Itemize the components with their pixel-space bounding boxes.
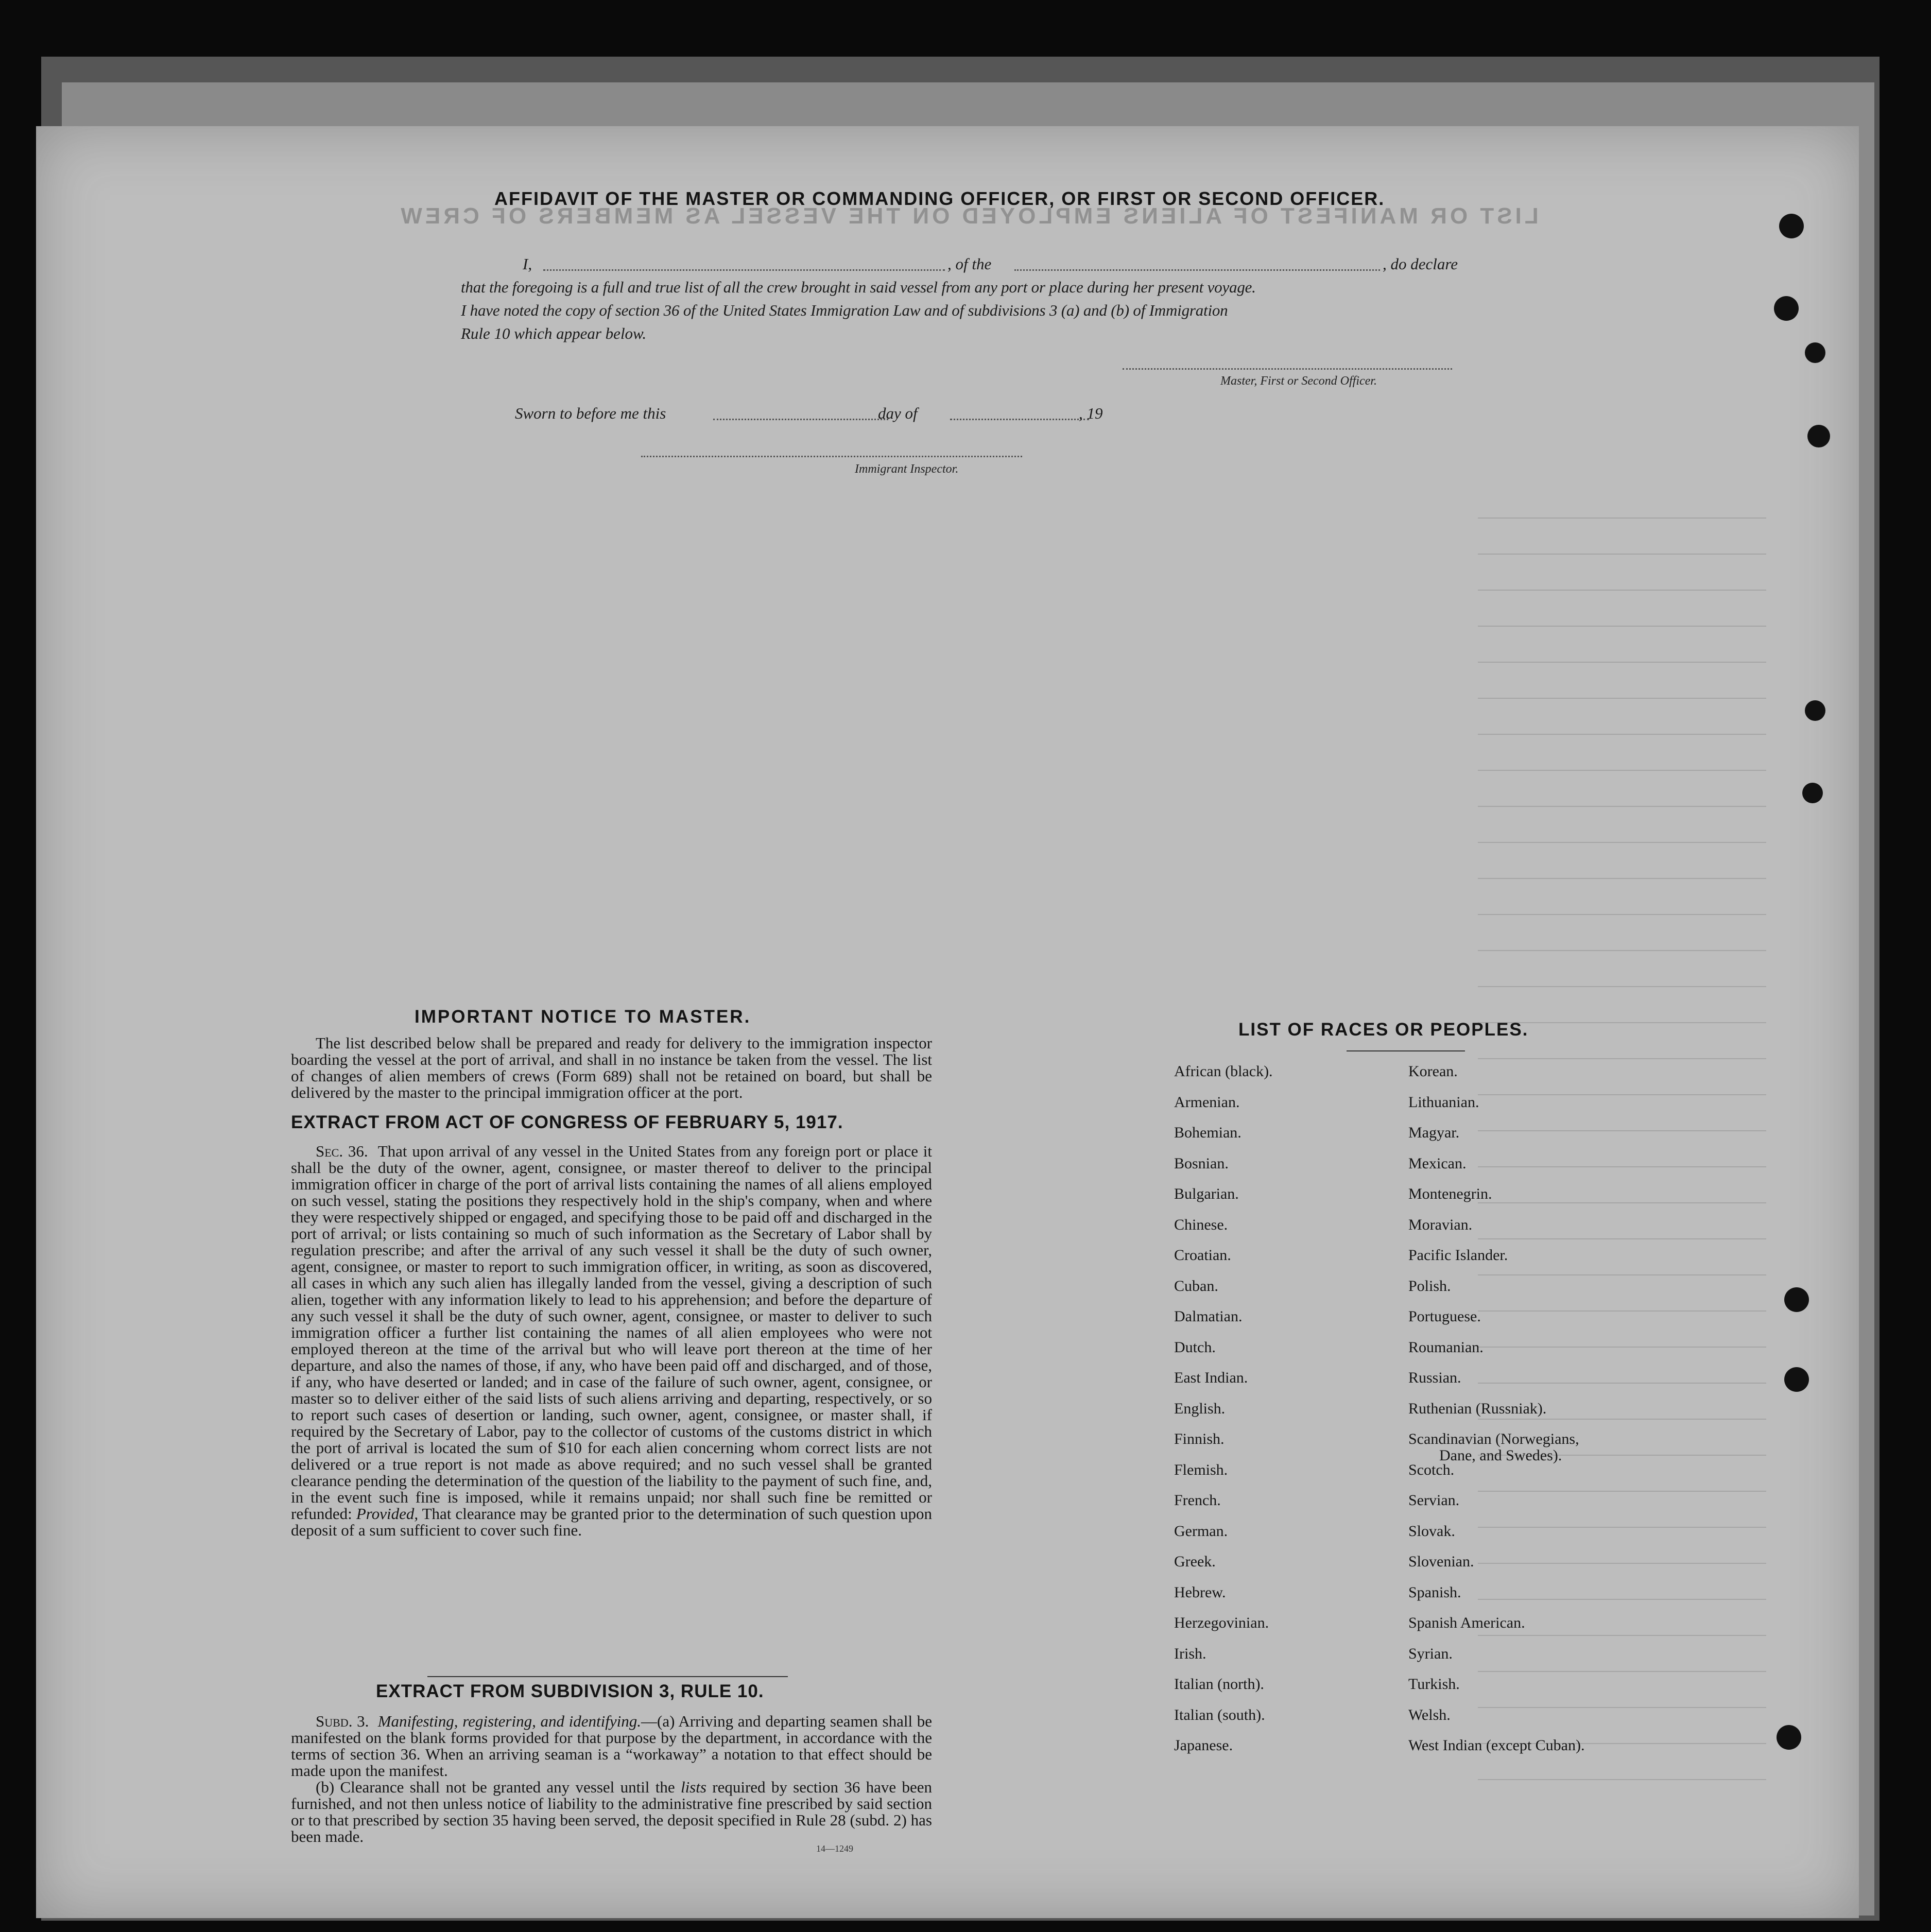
affidavit-line-2: that the foregoing is a full and true list of all the crew brought in said vessel from any port or place during her present voyage. (461, 278, 1256, 296)
extract-act-text (291, 1143, 932, 1539)
race-item: Servian. (1408, 1492, 1460, 1509)
race-item: Japanese. (1174, 1737, 1233, 1754)
race-item: Ruthenian (Russniak). (1408, 1400, 1547, 1417)
race-item: Bulgarian. (1174, 1185, 1239, 1202)
race-item: German. (1174, 1522, 1228, 1540)
race-item: Scandinavian (Norwegians, (1408, 1430, 1579, 1447)
sworn-month-line (950, 419, 1089, 420)
race-item: Korean. (1408, 1063, 1458, 1080)
inspector-label: Immigrant Inspector. (855, 462, 959, 476)
year-label: , 19 (1079, 404, 1103, 422)
affidavit-name-line (543, 269, 945, 271)
day-of-label: day of (878, 404, 918, 422)
binder-hole (1805, 342, 1825, 363)
affidavit-vessel-line (1014, 269, 1380, 271)
extract-rule-text (291, 1713, 932, 1845)
sworn-date-line (713, 419, 888, 420)
race-item: Moravian. (1408, 1216, 1473, 1233)
para-b-lists: lists (680, 1778, 706, 1796)
race-item: Flemish. (1174, 1461, 1228, 1478)
form-number: 14—1249 (816, 1843, 853, 1854)
race-item: Spanish American. (1408, 1614, 1525, 1631)
race-item: Dane, and Swedes). (1439, 1447, 1562, 1464)
notice-paragraph: The list described below shall be prepared and ready for delivery to the immigration inspector boarding the vessel at the port of arrival, and shall in no instance be taken from the vessel. The list of changes of alien members of crews (Form 689) shall not be retained on board, but shall be delivered by the master to the principal immigration officer at the port. (291, 1034, 932, 1101)
affidavit-line-3: I have noted the copy of section 36 of the United States Immigration Law and of subdivisions 3 (a) and (b) of Immigration (461, 301, 1228, 319)
race-item: East Indian. (1174, 1369, 1248, 1386)
race-item: Montenegrin. (1408, 1185, 1492, 1202)
para-b-text-2: required by section 36 have been furnished, and not then unless notice of liability to the administrative fine prescribed by said section or to that prescribed by section 35 having been served, the deposit specified in Rule 28 (subd. 2) has been made. (291, 1778, 933, 1845)
affidavit-title: AFFIDAVIT OF THE MASTER OR COMMANDING OFFICER, OR FIRST OR SECOND OFFICER. (494, 188, 1385, 209)
race-item: Spanish. (1408, 1583, 1461, 1601)
race-item: Lithuanian. (1408, 1093, 1479, 1111)
race-item: Roumanian. (1408, 1338, 1484, 1356)
sworn-label: Sworn to before me this (515, 404, 666, 422)
master-signature-line (1123, 368, 1452, 370)
bleed-through-heading: LIST OR MANIFEST OF ALIENS EMPLOYED ON THE VESSEL AS MEMBERS OF CREW (398, 203, 1539, 229)
race-item: Scotch. (1408, 1461, 1455, 1478)
affidavit-i-label: I, (523, 255, 532, 273)
affidavit-line-4: Rule 10 which appear below. (461, 324, 647, 342)
race-item: Slovenian. (1408, 1553, 1474, 1570)
affidavit-do-declare-label: , do declare (1383, 255, 1458, 273)
divider-rule (427, 1676, 788, 1677)
race-item: West Indian (except Cuban). (1408, 1737, 1585, 1754)
race-item: Turkish. (1408, 1676, 1460, 1693)
subdivision-heading: Manifesting, registering, and identifying. (377, 1712, 641, 1730)
races-title: LIST OF RACES OR PEOPLES. (1238, 1020, 1529, 1040)
race-item: Russian. (1408, 1369, 1461, 1386)
race-item: Mexican. (1408, 1154, 1467, 1172)
para-b-label: (b) (316, 1778, 335, 1796)
extract-rule-title: EXTRACT FROM SUBDIVISION 3, RULE 10. (376, 1681, 764, 1701)
race-item: Hebrew. (1174, 1583, 1226, 1601)
race-item: Pacific Islander. (1408, 1247, 1508, 1264)
race-item: Finnish. (1174, 1430, 1225, 1447)
binder-hole (1784, 1287, 1809, 1312)
race-item: Herzegovinian. (1174, 1614, 1269, 1631)
section-label: Sec. 36. (316, 1142, 368, 1160)
race-item: Dutch. (1174, 1338, 1216, 1356)
binder-hole (1774, 296, 1799, 321)
race-item: Syrian. (1408, 1645, 1453, 1662)
race-item: Magyar. (1408, 1124, 1460, 1141)
para-a-text: Arriving and departing seamen shall be manifested on the blank forms provided for that purpose by the department, in accordance with the terms of section 36. When an arriving seaman is a “workaway” a notation to that effect should be made upon the manifest. (291, 1712, 932, 1780)
race-item: English. (1174, 1400, 1226, 1417)
race-item: Croatian. (1174, 1247, 1231, 1264)
race-item: Irish. (1174, 1645, 1206, 1662)
para-a-label: —(a) (641, 1712, 675, 1730)
binder-hole (1807, 425, 1830, 447)
binder-hole (1802, 783, 1823, 803)
section-36-text: That upon arrival of any vessel in the United States from any foreign port or place it shall be the duty of the owner, agent, consignee, or master thereof to deliver to the principal immigration officer in charge of the port of arrival lists containing the names of all aliens employed on such vessel, stating the positions they respectively hold in the ship's company, when and where they were respectively shipped or engaged, and specifying those to be paid off and discharged in the port of arrival; or lists containing so much of such information as the Secretary of Labor shall by regulation prescribe; and after the arrival of any such vessel it shall be the duty of such owner, agent, consignee, or master to report to such immigration officer, in writing, as soon as discovered, all cases in which any such alien has illegally landed from the vessel, giving a description of such alien, together with any information likely to lead to his apprehension; and before the departure of any such vessel it shall be the duty of such owner, agent, consignee, or master to deliver to such immigration officer a further list containing the names of all alien employees who were not employed thereon at the time of the arrival but who will leave port thereon at the time of her departure, and also the names of those, if any, who have been paid off and discharged, and of those, if any, who have deserted or landed; and in case of the failure of such owner, agent, consignee, or master so to deliver either of the said lists of such aliens arriving and departing, respectively, or so to report such cases of desertion or landing, such owner, agent, consignee, or master shall, if required by the Secretary of Labor, pay to the collector of customs of the customs district in which the port of arrival is located the sum of $10 for each alien concerning whom correct lists are not delivered or a true report is not made as above required; and no such vessel shall be granted clearance pending the determination of the question of the liability to the payment of such fine, and, in the event such fine is imposed, while it remains unpaid; nor shall such fine be remitted or refunded: (291, 1142, 933, 1523)
notice-title: IMPORTANT NOTICE TO MASTER. (415, 1007, 751, 1027)
race-item: Italian (south). (1174, 1706, 1265, 1723)
binder-hole (1784, 1367, 1809, 1392)
race-item: Greek. (1174, 1553, 1216, 1570)
master-signature-label: Master, First or Second Officer. (1220, 374, 1377, 388)
race-item: Cuban. (1174, 1277, 1218, 1295)
races-title-rule (1347, 1050, 1465, 1051)
race-item: Welsh. (1408, 1706, 1451, 1723)
subdivision-label: Subd. 3. (316, 1712, 369, 1730)
race-item: Italian (north). (1174, 1676, 1264, 1693)
race-item: Dalmatian. (1174, 1308, 1243, 1325)
race-item: Bohemian. (1174, 1124, 1242, 1141)
race-item: Armenian. (1174, 1093, 1240, 1111)
race-item: Polish. (1408, 1277, 1451, 1295)
race-item: Portuguese. (1408, 1308, 1481, 1325)
race-item: African (black). (1174, 1063, 1273, 1080)
para-b-text-1: Clearance shall not be granted any vessel until the (340, 1778, 675, 1796)
race-item: Chinese. (1174, 1216, 1228, 1233)
extract-act-title: EXTRACT FROM ACT OF CONGRESS OF FEBRUARY 5, 1917. (291, 1112, 843, 1132)
binder-hole (1777, 1725, 1801, 1750)
binder-hole (1805, 700, 1825, 721)
inspector-signature-line (641, 456, 1022, 457)
affidavit-of-the-label: , of the (947, 255, 992, 273)
race-item: Slovak. (1408, 1522, 1455, 1540)
race-item: French. (1174, 1492, 1221, 1509)
provided-label: Provided, (356, 1505, 419, 1523)
section-36-text-end: That clearance may be granted prior to the determination of such question upon deposit of a sum sufficient to cover such fine. (291, 1505, 932, 1539)
race-item: Bosnian. (1174, 1154, 1229, 1172)
manifest-page (36, 126, 1859, 1918)
notice-text (291, 1035, 932, 1101)
binder-hole (1779, 214, 1804, 238)
